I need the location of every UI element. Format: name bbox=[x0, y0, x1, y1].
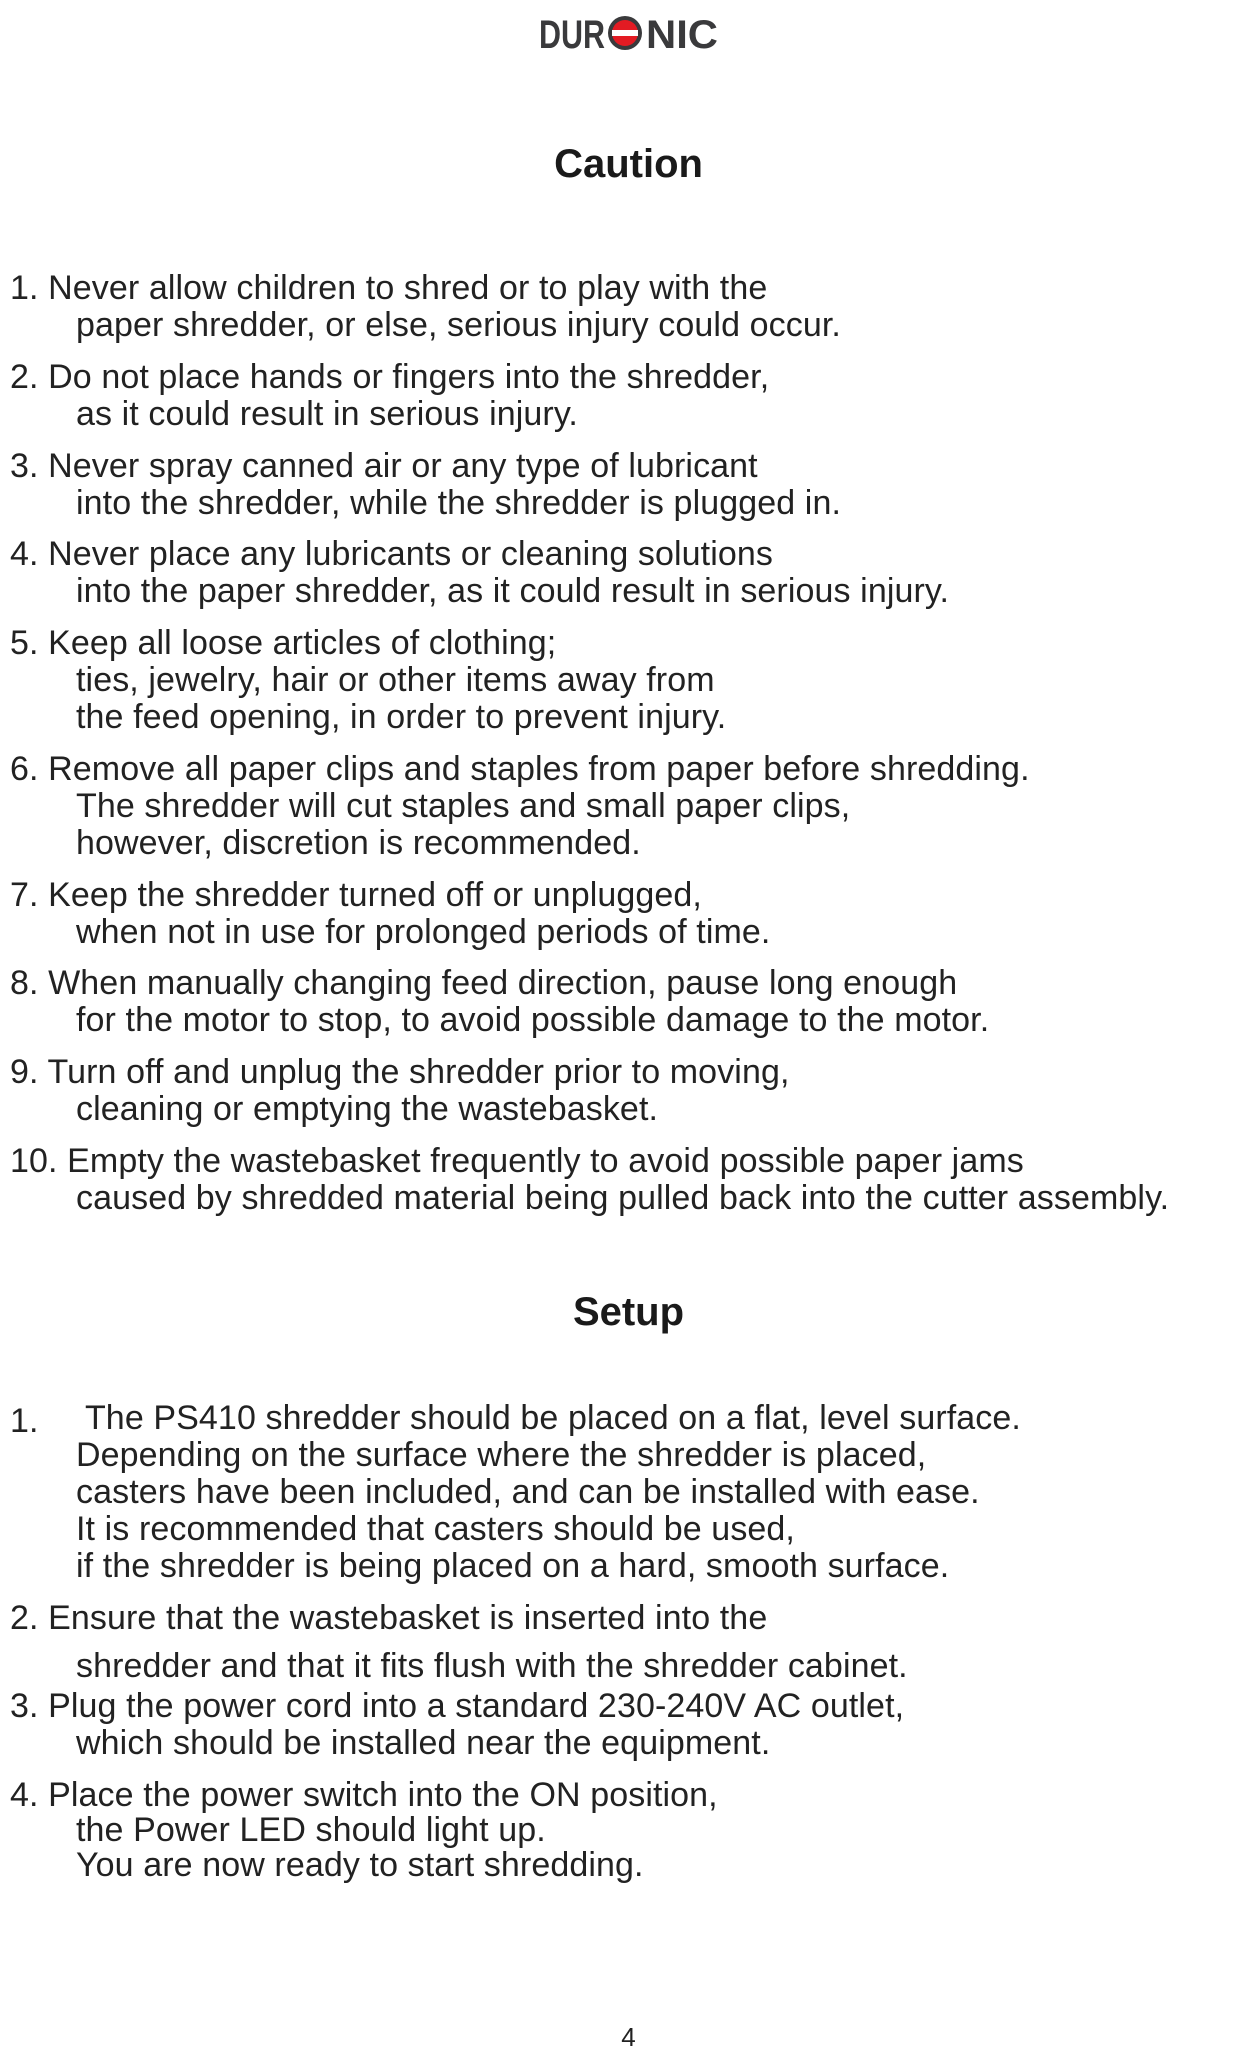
item-first-line bbox=[0, 359, 1257, 396]
item-continuation-line: as it could result in serious injury. bbox=[76, 395, 578, 433]
item-continuation-line: the feed opening, in order to prevent injury. bbox=[76, 698, 727, 736]
item-continuation-line: casters have been included, and can be installed with ease. bbox=[76, 1473, 980, 1511]
item-number: 4. bbox=[10, 535, 39, 573]
item-first-line bbox=[0, 1054, 1257, 1091]
item-continuation-line: Depending on the surface where the shredder is placed, bbox=[76, 1436, 927, 1474]
svg-text:NIC: NIC bbox=[645, 13, 718, 56]
item-continuation-line: paper shredder, or else, serious injury could occur. bbox=[76, 306, 841, 344]
caution-item-7 bbox=[0, 877, 1257, 951]
item-first-line bbox=[0, 751, 1257, 788]
caution-item-6 bbox=[0, 751, 1257, 862]
caution-item-8 bbox=[0, 965, 1257, 1039]
caution-item-5 bbox=[0, 625, 1257, 736]
item-text: Turn off and unplug the shredder prior to moving, bbox=[47, 1053, 790, 1091]
item-continuation-line: for the motor to stop, to avoid possible damage to the motor. bbox=[76, 1001, 990, 1039]
duronic-logo bbox=[0, 10, 1257, 60]
item-number: 9. bbox=[10, 1053, 39, 1091]
item-text: Empty the wastebasket frequently to avoid possible paper jams bbox=[67, 1142, 1024, 1180]
item-text: Never allow children to shred or to play with the bbox=[48, 269, 768, 307]
item-first-line bbox=[0, 1777, 718, 1814]
item-text: Never spray canned air or any type of lubricant bbox=[48, 447, 758, 485]
item-number: 3. bbox=[10, 1687, 39, 1725]
item-first-line bbox=[0, 1143, 1257, 1180]
item-text: Ensure that the wastebasket is inserted into the bbox=[48, 1599, 768, 1637]
page-number: 4 bbox=[621, 2022, 636, 2052]
item-continuation-line: You are now ready to start shredding. bbox=[76, 1846, 644, 1884]
item-continuation-line: the Power LED should light up. bbox=[76, 1811, 546, 1849]
item-continuation-line: when not in use for prolonged periods of time. bbox=[76, 913, 771, 951]
caution-item-2 bbox=[0, 359, 1257, 433]
item-number: 8. bbox=[10, 964, 39, 1002]
item-number: 1. bbox=[10, 269, 39, 307]
item-number: 10. bbox=[10, 1142, 58, 1180]
setup-heading: Setup bbox=[572, 1290, 685, 1334]
item-number: 6. bbox=[10, 750, 39, 788]
item-continuation-line: shredder and that it fits flush with the shredder cabinet. bbox=[76, 1647, 908, 1685]
svg-text:DUR: DUR bbox=[538, 13, 605, 56]
item-text: Keep all loose articles of clothing; bbox=[48, 624, 557, 662]
item-number: 3. bbox=[10, 447, 39, 485]
item-continuation-line: if the shredder is being placed on a hard, smooth surface. bbox=[76, 1547, 950, 1585]
item-first-line bbox=[0, 448, 1257, 485]
item-continuation-line: caused by shredded material being pulled back into the cutter assembly. bbox=[76, 1179, 1170, 1217]
setup-item-1 bbox=[0, 1400, 1257, 1585]
item-number: 2. bbox=[10, 358, 39, 396]
item-first-line bbox=[0, 1399, 1257, 1440]
item-continuation-line: cleaning or emptying the wastebasket. bbox=[76, 1090, 659, 1128]
item-first-line bbox=[0, 1600, 767, 1637]
caution-item-10 bbox=[0, 1143, 1257, 1217]
item-number: 5. bbox=[10, 624, 39, 662]
item-text: When manually changing feed direction, pause long enough bbox=[48, 964, 958, 1002]
item-continuation-line: however, discretion is recommended. bbox=[76, 824, 641, 862]
caution-item-4 bbox=[0, 536, 1257, 610]
item-continuation-line: which should be installed near the equipment. bbox=[76, 1724, 771, 1762]
item-text: Remove all paper clips and staples from paper before shredding. bbox=[48, 750, 1030, 788]
item-text: Plug the power cord into a standard 230-240V AC outlet, bbox=[48, 1687, 905, 1725]
caution-heading: Caution bbox=[554, 142, 703, 186]
item-text: The PS410 shredder should be placed on a flat, level surface. bbox=[84, 1399, 1021, 1437]
item-number: 2. bbox=[10, 1599, 39, 1637]
setup-item-3 bbox=[0, 1688, 1257, 1762]
item-continuation-line: into the paper shredder, as it could result in serious injury. bbox=[76, 572, 950, 610]
item-text: Never place any lubricants or cleaning solutions bbox=[48, 535, 773, 573]
item-number: 1. bbox=[10, 1402, 39, 1440]
item-continuation-line: into the shredder, while the shredder is plugged in. bbox=[76, 484, 842, 522]
item-number: 4. bbox=[10, 1776, 39, 1814]
item-first-line bbox=[0, 965, 1257, 1002]
item-text: Place the power switch into the ON position, bbox=[48, 1776, 718, 1814]
item-text: Keep the shredder turned off or unplugged, bbox=[48, 876, 702, 914]
item-first-line bbox=[0, 536, 1257, 573]
item-continuation-line: The shredder will cut staples and small paper clips, bbox=[76, 787, 851, 825]
item-number: 7. bbox=[10, 876, 39, 914]
item-first-line bbox=[0, 270, 1257, 307]
item-continuation-line: It is recommended that casters should be used, bbox=[76, 1510, 795, 1548]
caution-item-9 bbox=[0, 1054, 1257, 1128]
item-first-line bbox=[0, 877, 1257, 914]
item-first-line bbox=[0, 625, 1257, 662]
item-first-line bbox=[0, 1688, 1257, 1725]
caution-item-1 bbox=[0, 270, 1257, 344]
item-continuation-line: ties, jewelry, hair or other items away from bbox=[76, 661, 715, 699]
caution-item-3 bbox=[0, 448, 1257, 522]
item-text: Do not place hands or fingers into the shredder, bbox=[48, 358, 770, 396]
